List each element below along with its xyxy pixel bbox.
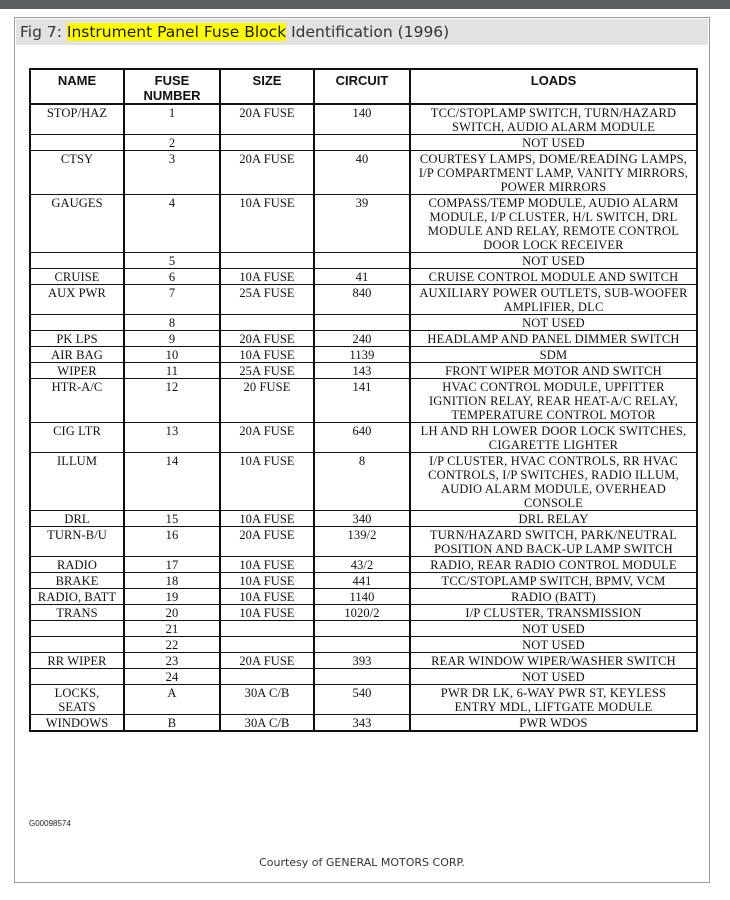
table-row — [30, 511, 697, 527]
table-row — [30, 423, 697, 453]
cell-name-line: TURN-B/U — [47, 528, 107, 542]
cell-loads-line: FRONT WIPER MOTOR AND SWITCH — [445, 364, 662, 378]
cell-loads-line: HEADLAMP AND PANEL DIMMER SWITCH — [427, 332, 680, 346]
cell-fuse-number: 3 — [124, 151, 220, 195]
table-row — [30, 573, 697, 589]
cell-loads-line: RADIO (BATT) — [511, 590, 596, 604]
cell-name-line: WIPER — [57, 364, 97, 378]
cell-circuit: 40 — [314, 151, 410, 195]
cell-name-line: RR WIPER — [47, 654, 107, 668]
table-row — [30, 685, 697, 715]
cell-loads-line: NOT USED — [522, 136, 585, 150]
cell-fuse-number: 24 — [124, 669, 220, 685]
cell-circuit: 139/2 — [314, 527, 410, 557]
cell-circuit: 340 — [314, 511, 410, 527]
cell-size: 10A FUSE — [220, 511, 314, 527]
header-name: NAME — [30, 69, 124, 104]
cell-loads-line: SDM — [539, 348, 568, 362]
cell-fuse-number: 9 — [124, 331, 220, 347]
cell-size: 10A FUSE — [220, 605, 314, 621]
cell-name-line: TRANS — [56, 606, 98, 620]
cell-size — [220, 621, 314, 637]
cell-size: 20A FUSE — [220, 653, 314, 669]
cell-loads-line: TEMPERATURE CONTROL MOTOR — [451, 408, 656, 422]
table-row — [30, 605, 697, 621]
cell-size: 20 FUSE — [220, 379, 314, 423]
cell-loads — [410, 589, 697, 605]
cell-circuit — [314, 637, 410, 653]
cell-loads — [410, 573, 697, 589]
cell-loads — [410, 527, 697, 557]
cell-loads — [410, 363, 697, 379]
cell-circuit: 343 — [314, 715, 410, 732]
cell-name-line: LOCKS, — [54, 686, 100, 700]
cell-size — [220, 669, 314, 685]
cell-fuse-number: 8 — [124, 315, 220, 331]
cell-fuse-number: 1 — [124, 104, 220, 135]
cell-loads — [410, 637, 697, 653]
caption-suffix: Identification (1996) — [286, 23, 450, 41]
header-size: SIZE — [220, 69, 314, 104]
table-row — [30, 379, 697, 423]
cell-size — [220, 135, 314, 151]
cell-circuit: 143 — [314, 363, 410, 379]
cell-fuse-number: 21 — [124, 621, 220, 637]
cell-loads-line: TCC/STOPLAMP SWITCH, BPMV, VCM — [441, 574, 666, 588]
cell-loads-line: NOT USED — [522, 316, 585, 330]
cell-loads — [410, 347, 697, 363]
cell-name — [30, 363, 124, 379]
cell-name — [30, 331, 124, 347]
cell-loads — [410, 315, 697, 331]
cell-circuit: 441 — [314, 573, 410, 589]
figure-frame — [14, 17, 710, 883]
cell-circuit: 640 — [314, 423, 410, 453]
cell-loads — [410, 653, 697, 669]
cell-name — [30, 315, 124, 331]
cell-loads-line: NOT USED — [522, 622, 585, 636]
cell-loads-line: AMPLIFIER, DLC — [503, 300, 604, 314]
cell-name-line: RADIO, BATT — [37, 590, 117, 604]
cell-circuit: 39 — [314, 195, 410, 253]
courtesy-credit: Courtesy of GENERAL MOTORS CORP. — [259, 856, 465, 869]
cell-size: 30A C/B — [220, 715, 314, 732]
header-fuse-line1: FUSE — [154, 73, 190, 88]
cell-loads — [410, 715, 697, 732]
table-row — [30, 589, 697, 605]
cell-fuse-number: 17 — [124, 557, 220, 573]
cell-loads — [410, 685, 697, 715]
table-row — [30, 151, 697, 195]
cell-loads — [410, 269, 697, 285]
cell-fuse-number: 11 — [124, 363, 220, 379]
table-row — [30, 669, 697, 685]
cell-circuit: 540 — [314, 685, 410, 715]
table-row — [30, 253, 697, 269]
cell-size: 10A FUSE — [220, 589, 314, 605]
cell-loads-line: CONTROLS, I/P SWITCHES, RADIO ILLUM, — [428, 468, 679, 482]
table-row — [30, 715, 697, 732]
cell-loads — [410, 453, 697, 511]
fuse-table — [29, 68, 698, 732]
cell-fuse-number: 13 — [124, 423, 220, 453]
cell-name — [30, 151, 124, 195]
cell-fuse-number: 18 — [124, 573, 220, 589]
header-fuse-line2: NUMBER — [143, 88, 201, 103]
cell-fuse-number: 7 — [124, 285, 220, 315]
cell-size: 10A FUSE — [220, 347, 314, 363]
cell-name — [30, 653, 124, 669]
cell-loads-line: PWR WDOS — [519, 716, 588, 730]
cell-loads — [410, 135, 697, 151]
cell-name — [30, 715, 124, 732]
cell-fuse-number: 12 — [124, 379, 220, 423]
header-loads: LOADS — [410, 69, 697, 104]
cell-circuit: 43/2 — [314, 557, 410, 573]
cell-name — [30, 253, 124, 269]
cell-loads-line: POWER MIRRORS — [500, 180, 607, 194]
cell-size — [220, 315, 314, 331]
cell-size — [220, 253, 314, 269]
cell-size: 20A FUSE — [220, 423, 314, 453]
cell-name — [30, 347, 124, 363]
cell-loads-line: NOT USED — [522, 254, 585, 268]
cell-circuit: 840 — [314, 285, 410, 315]
figure-caption — [16, 19, 708, 45]
cell-loads-line: NOT USED — [522, 670, 585, 684]
cell-loads-line: I/P COMPARTMENT LAMP, VANITY MIRRORS, — [418, 166, 689, 180]
cell-loads-line: ENTRY MDL, LIFTGATE MODULE — [454, 700, 653, 714]
cell-size: 20A FUSE — [220, 527, 314, 557]
cell-fuse-number: 15 — [124, 511, 220, 527]
cell-loads-line: TURN/HAZARD SWITCH, PARK/NEUTRAL — [429, 528, 678, 542]
cell-loads-line: TCC/STOPLAMP SWITCH, TURN/HAZARD — [430, 106, 677, 120]
cell-name — [30, 379, 124, 423]
cell-size: 20A FUSE — [220, 331, 314, 347]
caption-highlight: Instrument Panel Fuse Block — [66, 23, 287, 41]
cell-name — [30, 621, 124, 637]
cell-size: 25A FUSE — [220, 285, 314, 315]
image-code: G00098574 — [29, 819, 71, 828]
cell-fuse-number: 20 — [124, 605, 220, 621]
cell-circuit: 8 — [314, 453, 410, 511]
cell-name-line: DRL — [64, 512, 90, 526]
cell-name — [30, 423, 124, 453]
cell-loads-line: COURTESY LAMPS, DOME/READING LAMPS, — [419, 152, 688, 166]
cell-size: 25A FUSE — [220, 363, 314, 379]
cell-name-line: CIG LTR — [53, 424, 101, 438]
cell-loads-line: CRUISE CONTROL MODULE AND SWITCH — [428, 270, 679, 284]
cell-loads-line: AUXILIARY POWER OUTLETS, SUB-WOOFER — [419, 286, 688, 300]
cell-name-line: RADIO — [56, 558, 98, 572]
cell-loads-line: I/P CLUSTER, TRANSMISSION — [465, 606, 642, 620]
cell-loads-line: CONSOLE — [523, 496, 584, 510]
cell-name — [30, 195, 124, 253]
cell-size: 30A C/B — [220, 685, 314, 715]
cell-name-line: ILLUM — [56, 454, 98, 468]
cell-fuse-number: 14 — [124, 453, 220, 511]
top-bar — [0, 0, 730, 9]
cell-circuit: 393 — [314, 653, 410, 669]
cell-name — [30, 573, 124, 589]
cell-name — [30, 269, 124, 285]
cell-name — [30, 135, 124, 151]
cell-name-line: WINDOWS — [45, 716, 109, 730]
cell-fuse-number: 5 — [124, 253, 220, 269]
cell-name — [30, 685, 124, 715]
cell-circuit: 1140 — [314, 589, 410, 605]
fuse-table-body — [30, 104, 697, 731]
cell-circuit — [314, 669, 410, 685]
cell-name — [30, 527, 124, 557]
cell-name-line: STOP/HAZ — [46, 106, 108, 120]
cell-fuse-number: 22 — [124, 637, 220, 653]
cell-circuit — [314, 135, 410, 151]
cell-loads-line: AUDIO ALARM MODULE, OVERHEAD — [440, 482, 667, 496]
cell-circuit — [314, 315, 410, 331]
cell-name — [30, 637, 124, 653]
cell-loads-line: I/P CLUSTER, HVAC CONTROLS, RR HVAC — [429, 454, 678, 468]
cell-loads — [410, 379, 697, 423]
cell-loads — [410, 195, 697, 253]
cell-fuse-number: 23 — [124, 653, 220, 669]
cell-loads-line: DRL RELAY — [518, 512, 589, 526]
cell-loads-line: COMPASS/TEMP MODULE, AUDIO ALARM — [428, 196, 679, 210]
cell-loads — [410, 423, 697, 453]
cell-name — [30, 589, 124, 605]
cell-fuse-number: 4 — [124, 195, 220, 253]
cell-loads — [410, 621, 697, 637]
table-row — [30, 195, 697, 253]
cell-name — [30, 285, 124, 315]
cell-loads — [410, 511, 697, 527]
cell-loads-line: REAR WINDOW WIPER/WASHER SWITCH — [431, 654, 676, 668]
cell-loads-line: NOT USED — [522, 638, 585, 652]
cell-name-line: CRUISE — [54, 270, 100, 284]
cell-circuit: 1020/2 — [314, 605, 410, 621]
header-circuit: CIRCUIT — [314, 69, 410, 104]
cell-fuse-number: A — [124, 685, 220, 715]
cell-loads — [410, 669, 697, 685]
cell-size: 20A FUSE — [220, 151, 314, 195]
table-row — [30, 453, 697, 511]
cell-loads-line: MODULE AND RELAY, REMOTE CONTROL — [427, 224, 680, 238]
cell-loads — [410, 331, 697, 347]
cell-name — [30, 557, 124, 573]
table-row — [30, 269, 697, 285]
cell-loads-line: MODULE, I/P CLUSTER, H/L SWITCH, DRL — [429, 210, 678, 224]
table-row — [30, 557, 697, 573]
cell-name-line: AUX PWR — [48, 286, 106, 300]
cell-fuse-number: 16 — [124, 527, 220, 557]
cell-name — [30, 669, 124, 685]
table-row — [30, 363, 697, 379]
cell-loads-line: HVAC CONTROL MODULE, UPFITTER — [442, 380, 665, 394]
cell-loads — [410, 151, 697, 195]
table-row — [30, 637, 697, 653]
cell-size: 10A FUSE — [220, 557, 314, 573]
cell-name-line: SEATS — [58, 700, 96, 714]
cell-circuit: 41 — [314, 269, 410, 285]
cell-name — [30, 605, 124, 621]
cell-loads — [410, 285, 697, 315]
cell-size — [220, 637, 314, 653]
table-row — [30, 347, 697, 363]
cell-circuit: 240 — [314, 331, 410, 347]
cell-loads — [410, 104, 697, 135]
cell-name — [30, 453, 124, 511]
cell-loads-line: SWITCH, AUDIO ALARM MODULE — [451, 120, 656, 134]
cell-name-line: PK LPS — [56, 332, 98, 346]
cell-fuse-number: 2 — [124, 135, 220, 151]
table-row — [30, 315, 697, 331]
cell-name — [30, 104, 124, 135]
cell-name-line: AIR BAG — [51, 348, 103, 362]
table-row — [30, 653, 697, 669]
table-header-row — [30, 69, 697, 104]
cell-loads-line: DOOR LOCK RECEIVER — [483, 238, 624, 252]
cell-loads-line: IGNITION RELAY, REAR HEAT-A/C RELAY, — [428, 394, 679, 408]
cell-loads — [410, 253, 697, 269]
cell-fuse-number: B — [124, 715, 220, 732]
cell-name-line: CTSY — [60, 152, 94, 166]
cell-fuse-number: 6 — [124, 269, 220, 285]
cell-loads-line: LH AND RH LOWER DOOR LOCK SWITCHES, — [420, 424, 687, 438]
table-row — [30, 331, 697, 347]
cell-loads-line: CIGARETTE LIGHTER — [488, 438, 619, 452]
table-row — [30, 527, 697, 557]
cell-size: 10A FUSE — [220, 195, 314, 253]
cell-size: 10A FUSE — [220, 573, 314, 589]
cell-fuse-number: 10 — [124, 347, 220, 363]
cell-loads — [410, 605, 697, 621]
cell-name — [30, 511, 124, 527]
cell-size: 20A FUSE — [220, 104, 314, 135]
cell-size: 10A FUSE — [220, 269, 314, 285]
cell-loads-line: RADIO, REAR RADIO CONTROL MODULE — [430, 558, 677, 572]
caption-prefix: Fig 7: — [20, 23, 67, 41]
cell-circuit: 140 — [314, 104, 410, 135]
cell-name-line: GAUGES — [51, 196, 103, 210]
cell-circuit: 1139 — [314, 347, 410, 363]
table-row — [30, 135, 697, 151]
cell-loads-line: PWR DR LK, 6-WAY PWR ST, KEYLESS — [440, 686, 667, 700]
cell-loads — [410, 557, 697, 573]
cell-fuse-number: 19 — [124, 589, 220, 605]
cell-size: 10A FUSE — [220, 453, 314, 511]
cell-name-line: BRAKE — [55, 574, 99, 588]
header-fuse-number — [124, 69, 220, 104]
table-row — [30, 621, 697, 637]
cell-circuit: 141 — [314, 379, 410, 423]
cell-circuit — [314, 253, 410, 269]
table-row — [30, 285, 697, 315]
cell-circuit — [314, 621, 410, 637]
cell-name-line: HTR-A/C — [51, 380, 103, 394]
cell-loads-line: POSITION AND BACK-UP LAMP SWITCH — [434, 542, 673, 556]
table-row — [30, 104, 697, 135]
